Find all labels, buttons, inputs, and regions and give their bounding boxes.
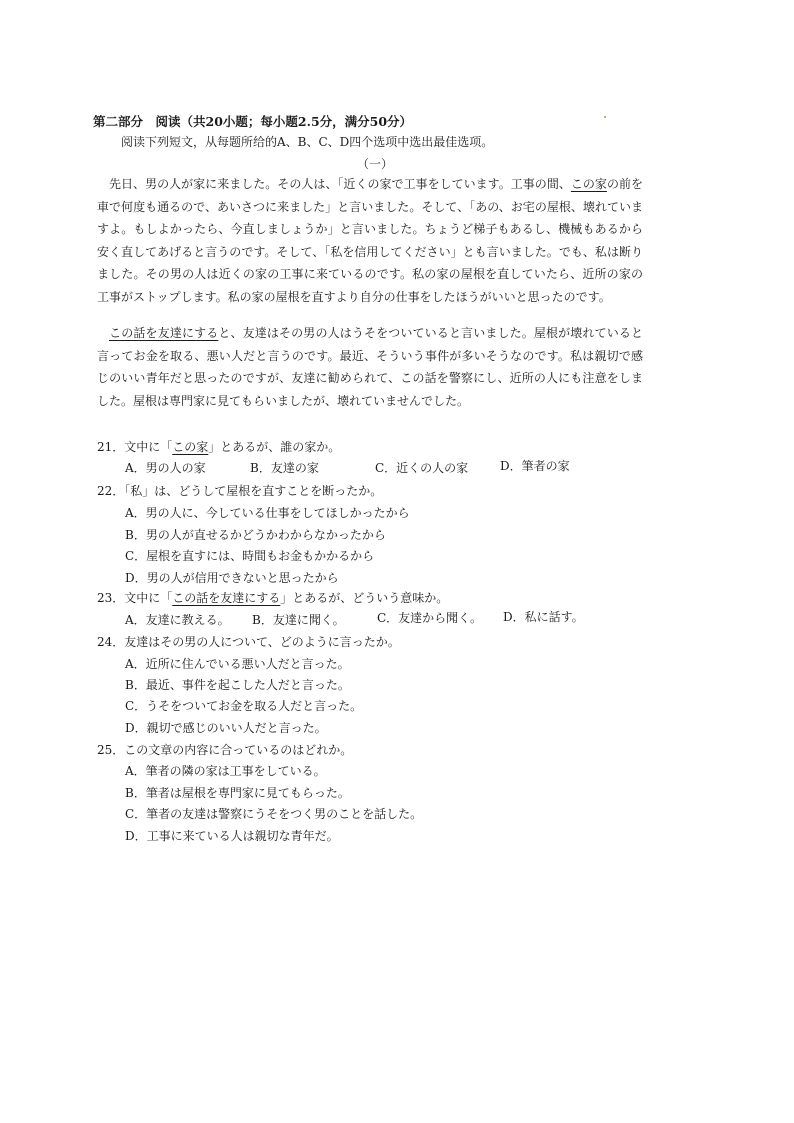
question-24: 24．友達はその男の人について、どのように言ったか。	[97, 635, 400, 649]
scan-speck	[604, 116, 606, 118]
section-title: 第二部分 阅读（共20小题；每小题2.5分，满分50分）	[93, 114, 413, 129]
option-22-d[interactable]: D．男の人が信用できないと思ったから	[125, 571, 339, 585]
underlined-phrase: この家	[570, 177, 607, 191]
paragraph-text: の前を車で何度も通るので、あいさつに来ました」と言いました。そして、「あの、お宅の屋根、壊れていますよ。もしよかったら、今直しましょうか」と言いました。ちょうど梯子もあるし、機械もあるから安く直してあげると言うのです。そして、「私を信用してください」とも言いました。でも、私は断りました。その男の人は近くの家の工事に来ているのです。私の家の屋根を直していたら、近所の家の工事がストップします。私の家の屋根を直すより自分の仕事をしたほうがいいと思ったのです。	[97, 177, 643, 304]
option-22-c[interactable]: C．屋根を直すには、時間もお金もかかるから	[125, 549, 375, 563]
option-24-d[interactable]: D．親切で感じのいい人だと言った。	[125, 721, 327, 735]
passage-paragraph-1	[97, 173, 643, 308]
option-21-d[interactable]: D．筆者の家	[500, 459, 570, 473]
option-25-b[interactable]: B．筆者は屋根を専門家に見てもらった。	[125, 786, 350, 800]
option-21-c[interactable]: C．近くの人の家	[375, 461, 469, 475]
question-25: 25．この文章の内容に合っているのはどれか。	[97, 743, 353, 757]
option-22-a[interactable]: A．男の人に、今している仕事をしてほしかったから	[125, 506, 410, 520]
option-23-a[interactable]: A．友達に教える。	[125, 613, 230, 627]
question-21	[97, 438, 340, 455]
option-22-b[interactable]: B．男の人が直せるかどうかわからなかったから	[125, 528, 386, 542]
option-23-d[interactable]: D．私に話す。	[503, 610, 584, 624]
passage-number: （一）	[357, 157, 394, 171]
option-23-b[interactable]: B．友達に聞く。	[252, 613, 345, 627]
underlined-phrase: この家	[172, 440, 209, 454]
option-25-c[interactable]: C．筆者の友達は警察にうそをつく男のことを話した。	[125, 807, 423, 821]
question-text: 」とあるが、どういう意味か。	[280, 591, 449, 605]
option-25-d[interactable]: D．工事に来ている人は親切な青年だ。	[125, 829, 339, 843]
question-text: 21．文中に「	[97, 440, 173, 454]
option-23-c[interactable]: C．友達から聞く。	[377, 611, 482, 625]
question-text: 」とあるが、誰の家か。	[208, 440, 341, 454]
reading-instructions: 阅读下列短文，从每题所给的A、B、C、D四个选项中选出最佳选项。	[121, 135, 494, 149]
passage-paragraph-2	[97, 322, 643, 412]
option-24-a[interactable]: A．近所に住んでいる悪い人だと言った。	[125, 657, 350, 671]
underlined-phrase: この話を友達にする	[109, 326, 219, 340]
paragraph-text: と、友達はその男の人はうそをついていると言いました。屋根が壊れていると言ってお金を取る、悪い人だと言うのです。最近、そういう事件が多いそうなのです。私は親切で感じのいい青年だと思ったのですが、友達に勧められて、この話を警察にし、近所の人にも注意をしました。屋根は専門家に見てもらいましたが、壊れていませんでした。	[97, 326, 643, 408]
question-23	[97, 589, 448, 606]
paragraph-text: 先日、男の人が家に来ました。その人は、「近くの家で工事をしています。工事の間、	[109, 177, 571, 191]
question-22: 22．「私」は、どうして屋根を直すことを断ったか。	[97, 484, 383, 498]
option-21-b[interactable]: B．友達の家	[250, 461, 319, 475]
option-21-a[interactable]: A．男の人の家	[125, 461, 206, 475]
underlined-phrase: この話を友達にする	[172, 591, 281, 605]
option-25-a[interactable]: A．筆者の隣の家は工事をしている。	[125, 764, 326, 778]
question-text: 23．文中に「	[97, 591, 173, 605]
option-24-b[interactable]: B．最近、事件を起こした人だと言った。	[125, 678, 350, 692]
option-24-c[interactable]: C．うそをついてお金を取る人だと言った。	[125, 699, 363, 713]
